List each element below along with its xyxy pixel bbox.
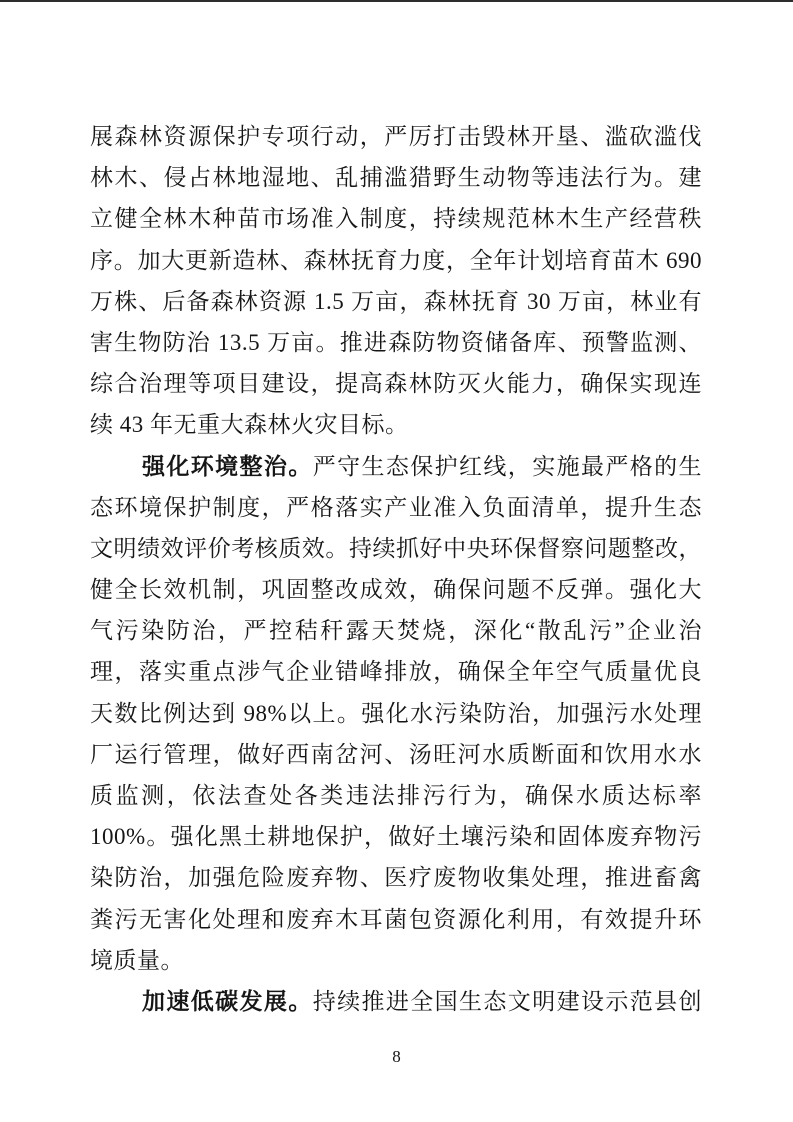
paragraph-environmental-remediation [90, 446, 702, 981]
text-line: 健全长效机制，巩固整改成效，确保问题不反弹。强化大 [90, 577, 702, 603]
text-line: 态环境保护制度，严格落实产业准入负面清单，提升生态 [90, 494, 702, 520]
text-line-with-lead [90, 446, 702, 487]
text-line: 害生物防治 13.5 万亩。推进森防物资储备库、预警监测、 [90, 329, 702, 355]
text-line: 厂运行管理，做好西南岔河、汤旺河水质断面和饮用水水 [90, 741, 702, 767]
text-line: 立健全林木种苗市场准入制度，持续规范林木生产经营秩 [90, 206, 702, 232]
text-line: 质监测，依法查处各类违法排污行为，确保水质达标率 [90, 783, 702, 808]
text-line-with-lead [90, 981, 702, 1022]
text-line: 理，落实重点涉气企业错峰排放，确保全年空气质量优良 [90, 659, 702, 685]
scan-edge-line [0, 0, 793, 2]
document-body [90, 116, 702, 1022]
paragraph-lead-bold: 强化环境整治。 [142, 452, 313, 479]
text-line: 展森林资源保护专项行动，严厉打击毁林开垦、滥砍滥伐 [90, 124, 702, 149]
page-number: 8 [392, 1047, 401, 1066]
text-line: 综合治理等项目建设，提高森林防灭火能力，确保实现连 [90, 371, 702, 397]
text-run: 持续推进全国生态文明建设示范县创 [312, 988, 703, 1014]
paragraph-low-carbon-development [90, 981, 702, 1022]
text-line: 境质量。 [90, 947, 184, 973]
text-line: 续 43 年无重大森林火灾目标。 [90, 412, 409, 438]
text-line: 粪污无害化处理和废弃木耳菌包资源化利用，有效提升环 [90, 906, 702, 932]
text-line: 天数比例达到 98%以上。强化水污染防治，加强污水处理 [90, 700, 702, 726]
text-line: 林木、侵占林地湿地、乱捕滥猎野生动物等违法行为。建 [90, 165, 702, 191]
text-line: 序。加大更新造林、森林抚育力度，全年计划培育苗木 690 [90, 247, 702, 273]
text-run: 严守生态保护红线，实施最严格的生 [312, 453, 703, 479]
text-line: 100%。强化黑土耕地保护，做好土壤污染和固体废弃物污 [90, 824, 702, 850]
text-line: 染防治，加强危险废弃物、医疗废物收集处理，推进畜禽 [90, 865, 702, 891]
text-line: 气污染防治，严控秸秆露天焚烧，深化“散乱污”企业治 [90, 618, 702, 644]
text-line: 文明绩效评价考核质效。持续抓好中央环保督察问题整改， [90, 535, 702, 561]
text-line: 万株、后备森林资源 1.5 万亩，森林抚育 30 万亩，林业有 [90, 288, 702, 314]
paragraph-lead-bold: 加速低碳发展。 [142, 987, 313, 1014]
paragraph-forest-protection [90, 116, 702, 446]
